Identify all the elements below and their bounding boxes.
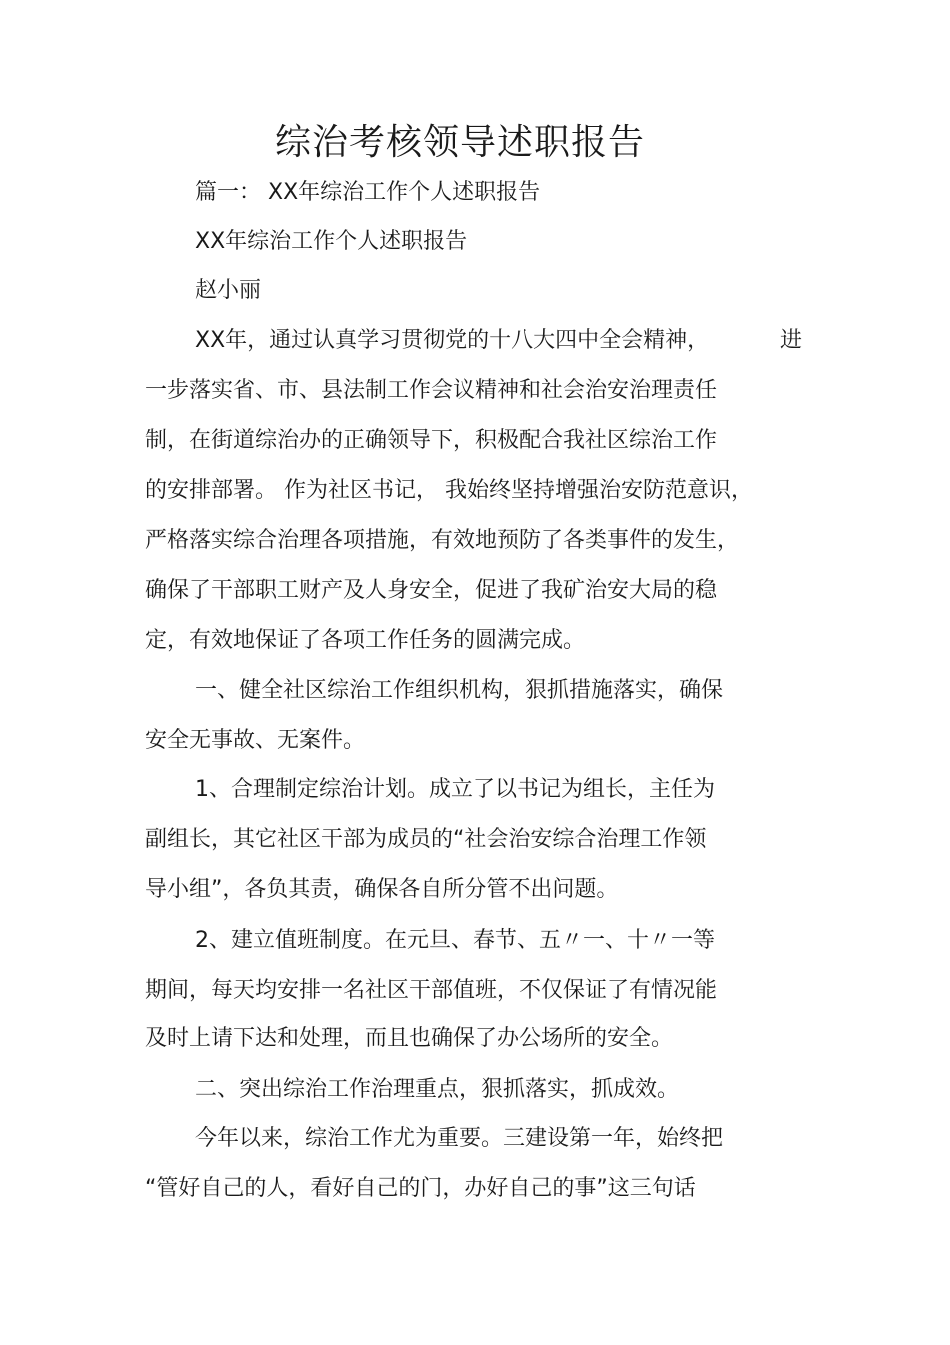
body-line: 安全无事故、无案件。 bbox=[145, 728, 366, 753]
body-line: 今年以来，综治工作尤为重要。三建设第一年，始终把 bbox=[195, 1126, 724, 1151]
body-line: 二、突出综治工作治理重点，狠抓落实，抓成效。 bbox=[195, 1077, 680, 1102]
body-line: 一步落实省、市、县法制工作会议精神和社会治安治理责任 bbox=[145, 378, 718, 403]
subtitle-line: 篇一： XX年综治工作个人述职报告 bbox=[195, 180, 541, 205]
body-line: 制，在街道综治办的正确领导下，积极配合我社区综治工作 bbox=[145, 428, 718, 453]
body-line: 严格落实综合治理各项措施，有效地预防了各类事件的发生， bbox=[145, 528, 740, 553]
body-line: 一、健全社区综治工作组织机构，狠抓措施落实，确保 bbox=[195, 678, 724, 703]
body-line: 期间，每天均安排一名社区干部值班，不仅保证了有情况能 bbox=[145, 978, 718, 1003]
document-title: 综治考核领导述职报告 bbox=[274, 122, 645, 163]
body-line: 2、建立值班制度。在元旦、春节、五〃一、十〃一等 bbox=[195, 928, 715, 953]
body-line: 及时上请下达和处理，而且也确保了办公场所的安全。 bbox=[145, 1026, 674, 1051]
body-line: XX年，通过认真学习贯彻党的十八大四中全会精神， bbox=[195, 328, 710, 353]
body-line: 导小组”，各负其责，确保各自所分管不出问题。 bbox=[145, 877, 619, 902]
body-line: 定，有效地保证了各项工作任务的圆满完成。 bbox=[145, 628, 586, 653]
section-heading: XX年综治工作个人述职报告 bbox=[195, 229, 468, 254]
author-name: 赵小丽 bbox=[195, 278, 262, 303]
body-line: 1、合理制定综治计划。成立了以书记为组长，主任为 bbox=[195, 777, 715, 802]
body-line: 进 bbox=[780, 328, 803, 353]
body-line: “管好自己的人，看好自己的门，办好自己的事”这三句话 bbox=[145, 1176, 696, 1201]
body-line: 确保了干部职工财产及人身安全，促进了我矿治安大局的稳 bbox=[145, 578, 718, 603]
body-line: 的安排部署。 作为社区书记， 我始终坚持增强治安防范意识， bbox=[145, 478, 753, 503]
body-line: 副组长，其它社区干部为成员的“社会治安综合治理工作领 bbox=[145, 827, 707, 852]
